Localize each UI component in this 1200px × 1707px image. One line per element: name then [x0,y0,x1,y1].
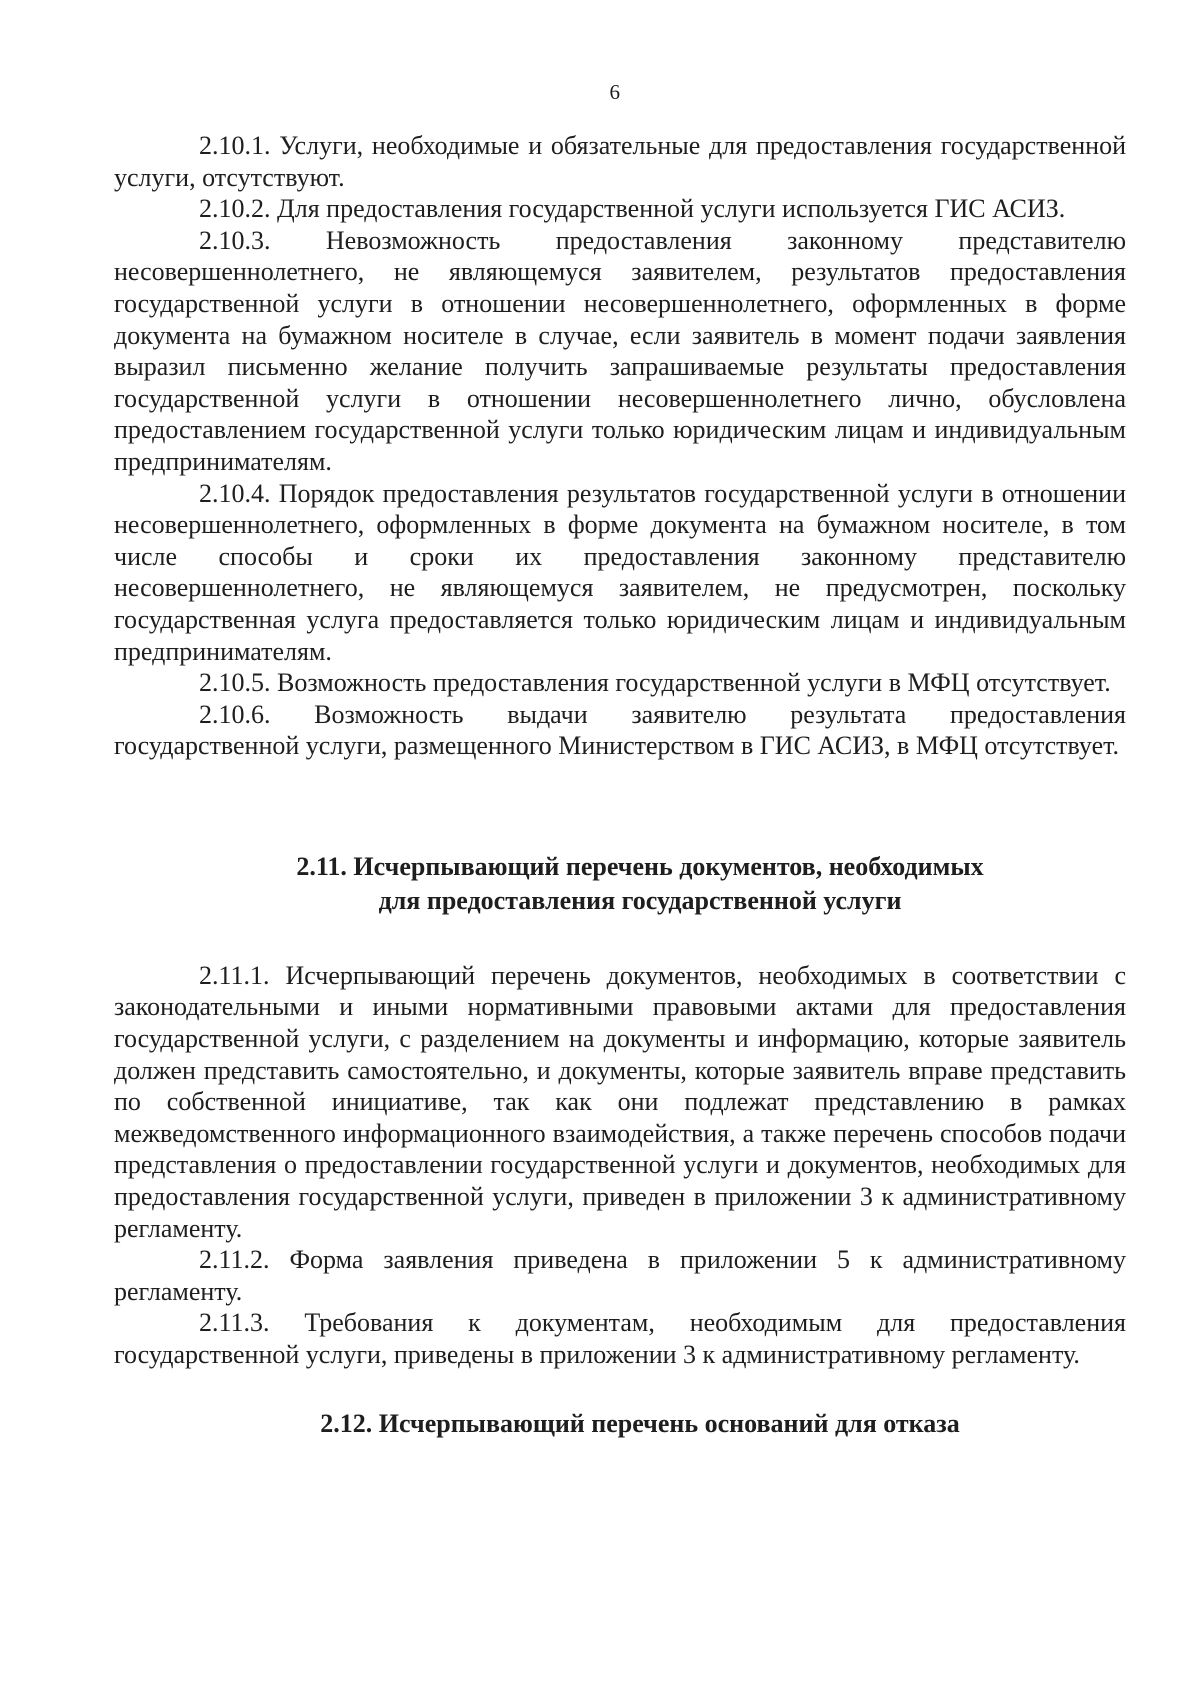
paragraph-2-11-2: 2.11.2. Форма заявления приведена в приложении 5 к административному регламенту. [114,1245,1126,1306]
section-heading-2-12 [114,1407,1126,1441]
section-heading-2-11 [114,850,1126,918]
section-heading-2-12-line1: 2.12. Исчерпывающий перечень оснований для отказа [320,1408,960,1438]
paragraph-2-10-5: 2.10.5. Возможность предоставления государственной услуги в МФЦ отсутствует. [199,668,1111,698]
section-heading-2-11-line2: для предоставления государственной услуги [378,885,902,915]
paragraph-2-11-3: 2.11.3. Требования к документам, необходимым для предоставления государственной услуги, приведены в приложении 3 к административному регламенту. [114,1308,1126,1369]
paragraph-2-10-3: 2.10.3. Невозможность предоставления законному представителю несовершеннолетнего, не являющемуся заявителем, результатов предоставления государственной услуги в отношении несовершеннолетнего, оформленных в форме документа на бумажном носителе в случае, если заявитель в момент подачи заявления выразил письменно желание получить запрашиваемые результаты предоставления государственной услуги в отношении несовершеннолетнего лично, обусловлена предоставлением государственной услуги только юридическим лицам и индивидуальным предпринимателям. [114,225,1126,476]
paragraph-2-11-1: 2.11.1. Исчерпывающий перечень документов, необходимых в соответствии с законодательными и иными нормативными правовыми актами для предоставления государственной услуги, с разделением на документы и информацию, которые заявитель должен представить самостоятельно, и документы, которые заявитель вправе представить по собственной инициативе, так как они подлежат представлению в рамках межведомственного информационного взаимодействия, а также перечень способов подачи представления о предоставлении государственной услуги и документов, необходимых для предоставления государственной услуги, приведен в приложении 3 к административному регламенту. [114,960,1126,1243]
spacer [114,762,1126,850]
paragraph-2-10-1: 2.10.1. Услуги, необходимые и обязательные для предоставления государственной услуги, отсутствуют. [114,131,1126,192]
spacer [114,918,1126,960]
paragraph-2-10-6: 2.10.6. Возможность выдачи заявителю результата предоставления государственной услуги, размещенного Министерством в ГИС АСИЗ, в МФЦ отсутствует. [114,699,1126,761]
page-number: 6 [609,80,621,104]
page-content [114,130,1126,1441]
spacer [114,1371,1126,1407]
section-heading-2-11-line1: 2.11. Исчерпывающий перечень документов, необходимых [296,851,984,881]
paragraph-2-10-4: 2.10.4. Порядок предоставления результатов государственной услуги в отношении несовершеннолетнего, оформленных в форме документа на бумажном носителе, в том числе способы и сроки их предоставления законному представителю несовершеннолетнего, не являющемуся заявителем, не предусмотрен, поскольку государственная услуга предоставляется только юридическим лицам и индивидуальным предпринимателям. [114,478,1126,666]
paragraph-2-10-2: 2.10.2. Для предоставления государственной услуги используется ГИС АСИЗ. [199,194,1066,224]
